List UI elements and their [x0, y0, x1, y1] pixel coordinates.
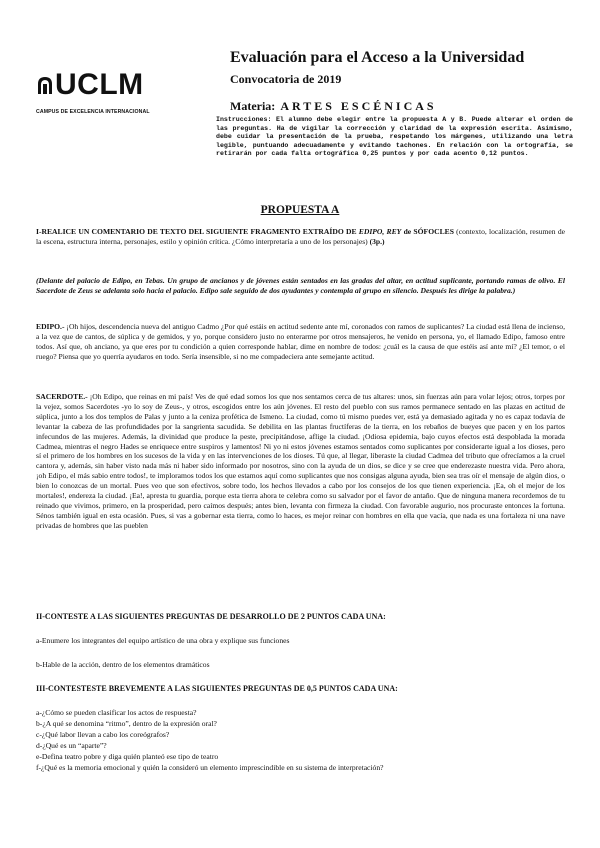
section3-question: f-¿Qué es la memoria emocional y quién la consideró un elemento imprescindible en su sistema de interpretación? — [36, 763, 384, 772]
section3-question: a-¿Cómo se pueden clasificar los actos de respuesta? — [36, 708, 197, 717]
section3-question: d-¿Qué es un “aparte”? — [36, 741, 107, 750]
logo-text: UCLM — [55, 68, 144, 101]
edipo-speech — [36, 322, 565, 362]
sacerdote-text: ¡Oh Edipo, que reinas en mi país! Ves de qué edad somos los que nos sentamos cerca de tus altares: unos, sin fuerzas aún para volar lejos; otros, torpes por la vejez, somos Sacerdotes -yo lo soy de Zeus-, y otros, escogidos entre los aún jóvenes. El resto del pueblo con sus ramos permanece sentado en las plazas en actitud de súplica, junto a los dos templos de Palas y junto a la ceniza profética de Ismeno. La ciudad, como tú mismo puedes ver, está ya demasiado agitada y no es capaz todavía de levantar la cabeza de las profundidades por la sangrienta sacudida. Se debilita en las plantas fructíferas de la tierra, en los rebaños de bueyes que pacen y en los partos infecundos de las mujeres. Además, la divinidad que produce la peste, precipitándose, aflige la ciudad. ¡Odiosa epidemia, bajo cuyos efectos está despoblada la morada Cadmea, mientras el negro Hades se enriquece entre suspiros y lamentos! Ni yo ni estos jóvenes estamos sentados como suplicantes por considerarte igual a los dioses, pero sí el primero de los hombres en los sucesos de la vida y en las intervenciones de los dioses. Tú que, al llegar, liberaste la ciudad Cadmea del tributo que ofrecíamos a la cruel cantora y, además, sin haber visto nada más ni haber sido informado por nosotros, sino con la ayuda de un dios, se dice y se cree que enderezaste nuestra vida. Pero ahora, ¡oh Edipo, el más sabio entre todos!, te imploramos todos los que estamos aquí como suplicantes que nos consigas alguna ayuda, bien sea tras oír el mensaje de algún dios, o bien lo conozcas de un mortal. Pues veo que son efectivos, sobre todo, los hechos llevados a cabo por los consejos de los que tienen experiencia. ¡Ea, oh el mejor de los mortales!, endereza la ciudad. ¡Ea!, apresta tu guardia, porque esta tierra ahora te celebra como su salvador por el favor de antaño. Que de ninguna manera recordemos de tu reinado que vivimos, primero, en la prosperidad, pero caímos después; antes bien, levanta con firmeza la ciudad. Con favorable augurio, nos procuraste entonces la fortuna. Sénos también igual en esta ocasión. Pues, si vas a gobernar esta tierra, como lo haces, es mejor reinar con hombres en ella que vacía, que nada es una fortaleza ni una nave privadas de hombres que las pueblen — [36, 392, 565, 530]
materia-label: Materia: — [230, 99, 276, 113]
logo-subtitle: CAMPUS DE EXCELENCIA INTERNACIONAL — [36, 109, 150, 115]
section1-heading — [36, 227, 565, 247]
section3-question: b-¿A qué se denomina “ritmo”, dentro de la expresión oral? — [36, 719, 217, 728]
materia-value: ARTES ESCÉNICAS — [280, 99, 437, 113]
uclm-logo — [35, 63, 165, 121]
edipo-speaker: EDIPO.- — [36, 322, 65, 331]
section1-heading-a: I-REALICE UN COMENTARIO DE TEXTO DEL SIGUIENTE FRAGMENTO EXTRAÍDO DE — [36, 227, 359, 236]
section3-heading: III-CONTESTESTE BREVEMENTE A LAS SIGUIENTES PREGUNTAS DE 0,5 PUNTOS CADA UNA: — [36, 684, 398, 693]
exam-title: Evaluación para el Acceso a la Universidad — [230, 49, 525, 66]
section1-points: (3p.) — [369, 236, 385, 246]
section3-question: e-Defina teatro pobre y diga quién planteó ese tipo de teatro — [36, 752, 219, 761]
section2-question-b: b-Hable de la acción, dentro de los elementos dramáticos — [36, 660, 210, 669]
section1-heading-rest: (contexto, localización, resumen de la escena, estructura interna, personajes, estilo y opinión crítica. ¿Cómo interpretaría a uno de los personajes) — [36, 227, 565, 246]
uclm-emblem-icon — [36, 75, 54, 95]
section2-question-a: a-Enumere los integrantes del equipo artístico de una obra y explique sus funciones — [36, 636, 290, 645]
materia-line — [230, 99, 437, 114]
section2-heading: II-CONTESTE A LAS SIGUIENTES PREGUNTAS DE DESARROLLO DE 2 PUNTOS CADA UNA: — [36, 612, 386, 621]
section1-heading-b: de SÓFOCLES — [401, 227, 454, 236]
edipo-text: ¡Oh hijos, descendencia nueva del antiguo Cadmo ¿Por qué estáis en actitud sedente ante mí, coronados con ramos de suplicantes? La ciudad está llena de incienso, a la vez que de cantos, de súplica y de gemidos, y yo, porque considero justo no enterarme por otros mensajeros, he venido en persona, yo, el llamado Edipo, famoso entre todos. Así que, oh anciano, ya que eres por tu condición a quien corresponde hablar, dime en nombre de todos: ¿cuál es la causa de que estéis así ante mí? ¿El temor, o el ruego? Piensa que yo querría ayudaros en todo. Sería insensible, si no me compadeciera ante semejante actitud. — [36, 322, 565, 361]
instructions: Instrucciones: El alumno debe elegir entre la propuesta A y B. Puede alterar el orden de las preguntas. Ha de vigilar la corrección y claridad de la expresión escrita. Asimismo, debe cuidar la presentación de la prueba, respetando los márgenes, utilizando una letra legible, puntuando adecuadamente y evitando tachones. En relación con la ortografía, se retirarán por cada falta ortográfica 0,25 puntos y por cada acento 0,12 puntos. — [216, 116, 573, 158]
sacerdote-speaker: SACERDOTE.- — [36, 392, 88, 401]
propuesta-title: PROPUESTA A — [260, 204, 340, 216]
section1-heading-work: EDIPO, REY — [358, 227, 402, 236]
sacerdote-speech — [36, 392, 565, 531]
convocatoria: Convocatoria de 2019 — [230, 72, 342, 86]
section3-question: c-¿Qué labor llevan a cabo los coreógrafos? — [36, 730, 170, 739]
stage-direction: (Delante del palacio de Edipo, en Tebas. Un grupo de ancianos y de jóvenes están sentados en las gradas del altar, en actitud suplicante, portando ramas de olivo. El Sacerdote de Zeus se adelanta solo hacia el palacio. Edipo sale seguido de dos ayudantes y contempla al grupo en silencio. Después les dirige la palabra.) — [36, 276, 565, 295]
